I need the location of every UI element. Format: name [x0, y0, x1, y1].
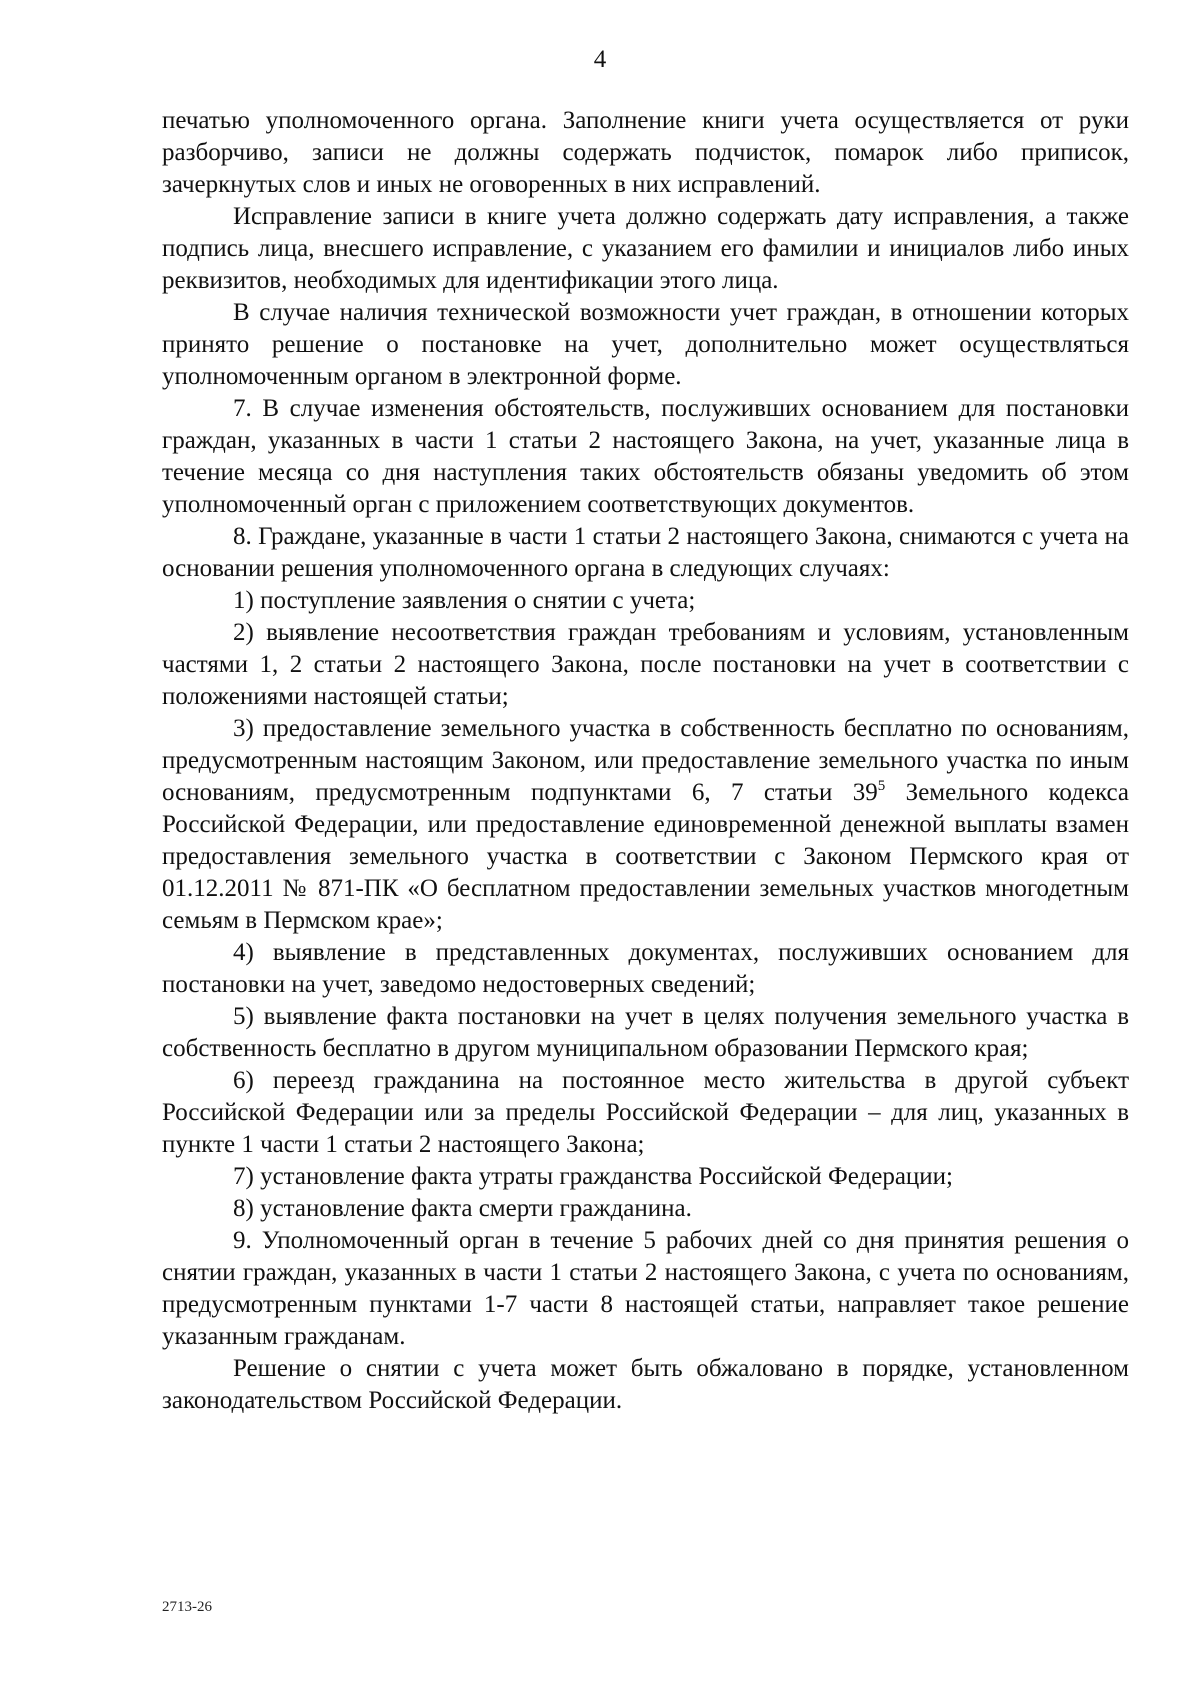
list-item-3: [162, 713, 1129, 937]
paragraph-continuation: печатью уполномоченного органа. Заполнение книги учета осуществляется от руки разборчиво, записи не должны содержать подчисток, помарок либо приписок, зачеркнутых слов и иных не оговоренных в них исправлений.: [162, 107, 1129, 198]
list-item-6: 6) переезд гражданина на постоянное место жительства в другой субъект Российской Федерации или за пределы Российской Федерации – для лиц, указанных в пункте 1 части 1 статьи 2 настоящего Закона;: [162, 1067, 1129, 1158]
superscript-article-number: 5: [877, 778, 886, 794]
paragraph-appeal: Решение о снятии с учета может быть обжаловано в порядке, установленном законодательством Российской Федерации.: [162, 1355, 1129, 1414]
paragraph-section-7: 7. В случае изменения обстоятельств, послуживших основанием для постановки граждан, указанных в части 1 статьи 2 настоящего Закона, на учет, указанные лица в течение месяца со дня наступления таких обстоятельств обязаны уведомить об этом уполномоченный орган с приложением соответствующих документов.: [162, 395, 1129, 518]
paragraph-section-9: 9. Уполномоченный орган в течение 5 рабочих дней со дня принятия решения о снятии граждан, указанных в части 1 статьи 2 настоящего Закона, с учета по основаниям, предусмотренным пунктами 1-7 части 8 настоящей статьи, направляет такое решение указанным гражданам.: [162, 1227, 1129, 1350]
page-number: 4: [593, 46, 607, 73]
list-item-2: 2) выявление несоответствия граждан требованиям и условиям, установленным частями 1, 2 статьи 2 настоящего Закона, после постановки на учет в соответствии с положениями настоящей статьи;: [162, 619, 1129, 710]
list-item-7: 7) установление факта утраты гражданства Российской Федерации;: [233, 1163, 953, 1190]
paragraph-section-8: 8. Граждане, указанные в части 1 статьи 2 настоящего Закона, снимаются с учета на основании решения уполномоченного органа в следующих случаях:: [162, 523, 1129, 582]
list-item-1: 1) поступление заявления о снятии с учета;: [233, 587, 696, 614]
list-item-3-text-after: Земельного кодекса Российской Федерации, или предоставление единовременной денежной выплаты взамен предоставления земельного участка в соответствии с Законом Пермского края от 01.12.2011 № 871-ПК «О бесплатном предоставлении земельных участков многодетным семьям в Пермском крае»;: [162, 779, 1130, 934]
document-code: 2713-26: [162, 1599, 212, 1615]
paragraph-correction-rule: Исправление записи в книге учета должно содержать дату исправления, а также подпись лица, внесшего исправление, с указанием его фамилии и инициалов либо иных реквизитов, необходимых для идентификации этого лица.: [162, 203, 1129, 294]
list-item-8: 8) установление факта смерти гражданина.: [233, 1195, 692, 1222]
list-item-5: 5) выявление факта постановки на учет в целях получения земельного участка в собственность бесплатно в другом муниципальном образовании Пермского края;: [162, 1003, 1129, 1062]
document-body: [162, 105, 1129, 1417]
list-item-4: 4) выявление в представленных документах, послуживших основанием для постановки на учет, заведомо недостоверных сведений;: [162, 939, 1129, 998]
paragraph-electronic-record: В случае наличия технической возможности учет граждан, в отношении которых принято решение о постановке на учет, дополнительно может осуществляться уполномоченным органом в электронной форме.: [162, 299, 1129, 390]
list-item-3-text-before: 3) предоставление земельного участка в собственность бесплатно по основаниям, предусмотренным настоящим Законом, или предоставление земельного участка по иным основаниям, предусмотренным подпунктами 6, 7 статьи 39: [162, 715, 1129, 806]
